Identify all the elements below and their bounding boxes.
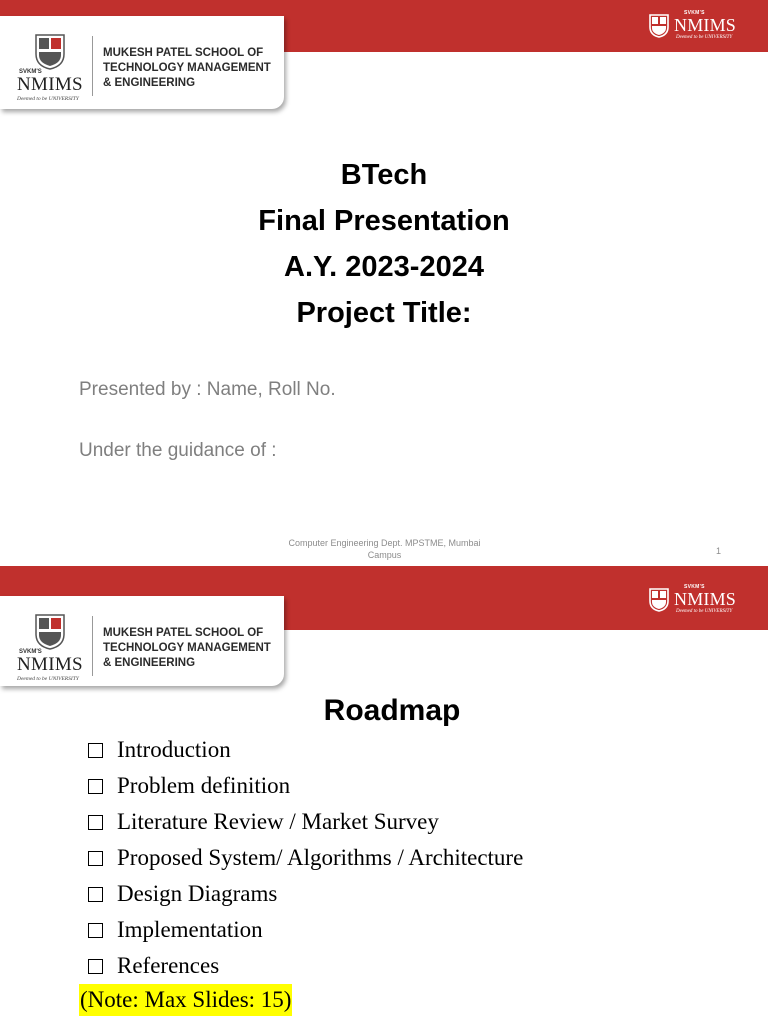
card-brand-name: NMIMS bbox=[17, 654, 83, 675]
school-logo-card bbox=[0, 16, 284, 109]
list-item bbox=[88, 948, 523, 984]
list-item bbox=[88, 912, 523, 948]
card-divider bbox=[92, 36, 93, 96]
list-item-label: Design Diagrams bbox=[117, 881, 278, 906]
title-line: Project Title: bbox=[296, 297, 472, 329]
list-item-label: Literature Review / Market Survey bbox=[117, 809, 439, 834]
school-name-line: TECHNOLOGY MANAGEMENT bbox=[103, 62, 271, 74]
card-tagline: Deemed to be UNIVERSITY bbox=[17, 676, 79, 682]
header-logo bbox=[649, 584, 746, 616]
header-svkm-label: SVKM'S bbox=[684, 584, 705, 590]
checkbox-icon bbox=[88, 743, 103, 758]
school-name-line: & ENGINEERING bbox=[103, 77, 196, 89]
header-brand-name: NMIMS bbox=[674, 15, 737, 35]
slide-footer bbox=[262, 537, 507, 561]
card-svkm-label: SVKM'S bbox=[19, 649, 42, 655]
slide-2 bbox=[0, 566, 768, 1024]
page-number: 1 bbox=[716, 546, 722, 556]
list-item bbox=[88, 804, 523, 840]
checkbox-icon bbox=[88, 779, 103, 794]
list-item-label: Proposed System/ Algorithms / Architecture bbox=[117, 845, 524, 870]
school-name-line: & ENGINEERING bbox=[103, 657, 196, 669]
school-name-line: MUKESH PATEL SCHOOL OF bbox=[103, 627, 264, 639]
list-item-label: Implementation bbox=[117, 917, 263, 942]
card-brand-name: NMIMS bbox=[17, 74, 83, 95]
checkbox-icon bbox=[88, 959, 103, 974]
header-brand-name: NMIMS bbox=[674, 589, 737, 609]
checkbox-icon bbox=[88, 815, 103, 830]
title-line: A.Y. 2023-2024 bbox=[284, 251, 484, 283]
school-name bbox=[103, 46, 271, 91]
list-item-label: Introduction bbox=[117, 737, 231, 762]
school-name bbox=[103, 626, 271, 671]
nmims-crest-icon bbox=[649, 14, 669, 38]
header-tagline: Deemed to be UNIVERSITY bbox=[676, 35, 733, 40]
max-slides-note: (Note: Max Slides: 15) bbox=[79, 984, 292, 1016]
card-divider bbox=[92, 616, 93, 676]
card-tagline: Deemed to be UNIVERSITY bbox=[17, 96, 79, 102]
header-svkm-label: SVKM'S bbox=[684, 10, 705, 16]
checkbox-icon bbox=[88, 887, 103, 902]
header-logo bbox=[649, 10, 746, 42]
school-name-line: MUKESH PATEL SCHOOL OF bbox=[103, 47, 264, 59]
presented-by: Presented by : Name, Roll No. bbox=[79, 379, 336, 400]
list-item bbox=[88, 732, 523, 768]
nmims-crest-icon bbox=[35, 34, 65, 70]
roadmap-title: Roadmap bbox=[323, 694, 461, 727]
card-svkm-label: SVKM'S bbox=[19, 69, 42, 75]
roadmap-list bbox=[88, 732, 523, 984]
header-tagline: Deemed to be UNIVERSITY bbox=[676, 609, 733, 614]
checkbox-icon bbox=[88, 851, 103, 866]
footer-line: Computer Engineering Dept. MPSTME, Mumbai bbox=[288, 538, 481, 548]
list-item bbox=[88, 876, 523, 912]
school-name-line: TECHNOLOGY MANAGEMENT bbox=[103, 642, 271, 654]
list-item-label: Problem definition bbox=[117, 773, 291, 798]
title-line: BTech bbox=[340, 159, 428, 191]
list-item bbox=[88, 840, 523, 876]
title-line: Final Presentation bbox=[258, 205, 510, 237]
nmims-crest-icon bbox=[35, 614, 65, 650]
guidance-line: Under the guidance of : bbox=[79, 440, 277, 461]
footer-line: Campus bbox=[367, 550, 402, 560]
school-logo-card bbox=[0, 596, 284, 686]
list-item bbox=[88, 768, 523, 804]
list-item-label: References bbox=[117, 953, 220, 978]
presentation-title bbox=[0, 152, 768, 336]
checkbox-icon bbox=[88, 923, 103, 938]
nmims-crest-icon bbox=[649, 588, 669, 612]
